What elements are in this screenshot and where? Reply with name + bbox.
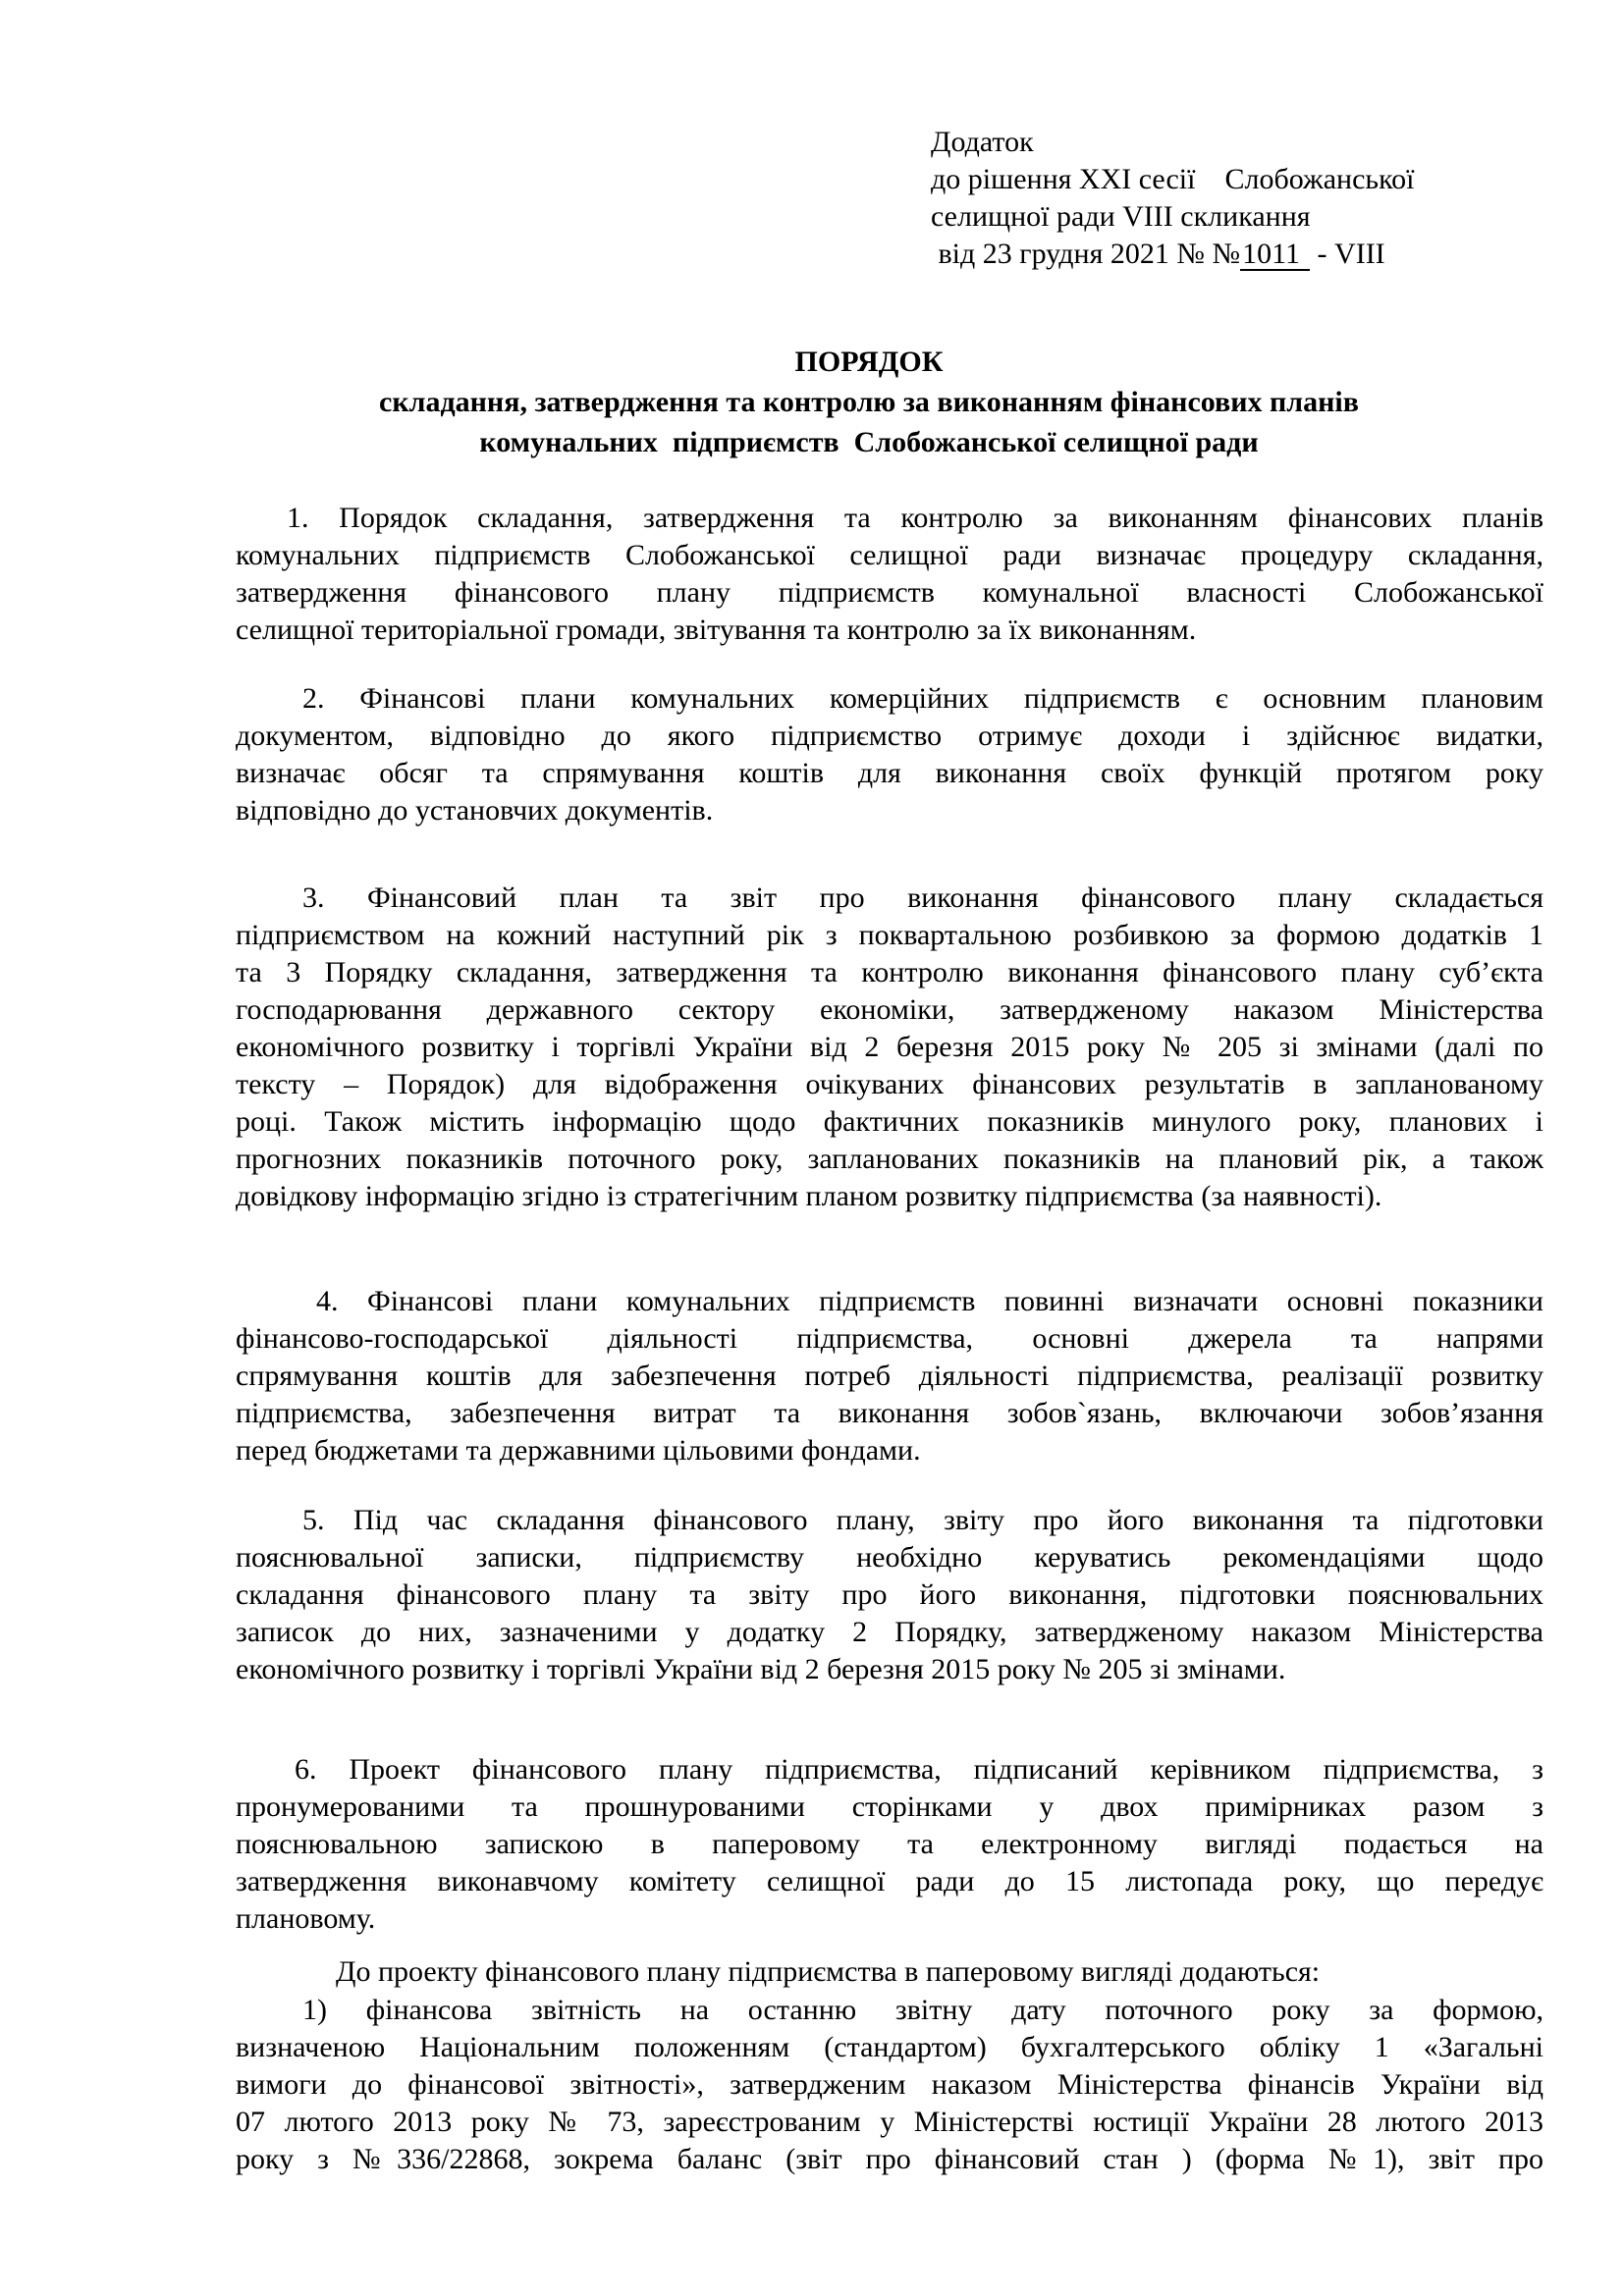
paragraph-line: пронумерованими та прошнурованими сторінками у двох примірниках разом з bbox=[236, 1790, 1543, 1823]
document-subtitle-line-2: комунальних підприємств Слобожанської селищної ради bbox=[479, 426, 1259, 458]
paragraph-line: пояснювальною запискою в паперовому та електронному вигляді подається на bbox=[236, 1828, 1543, 1860]
paragraph-line: документом, відповідно до якого підприємство отримує доходи і здійснює видатки, bbox=[236, 720, 1543, 752]
paragraph-line: економічного розвитку і торгівлі України від 2 березня 2015 року № 205 зі змінами. bbox=[236, 1653, 1286, 1685]
paragraph-line: довідкову інформацію згідно із стратегічним планом розвитку підприємства (за наявності). bbox=[236, 1180, 1382, 1212]
council-convocation-line: селищної ради VIII скликання bbox=[931, 200, 1311, 233]
paragraph-line: господарювання державного сектору економіки, затвердженому наказом Міністерства bbox=[236, 993, 1543, 1026]
paragraph-2 bbox=[236, 680, 1543, 829]
document-title-block bbox=[196, 342, 1542, 462]
paragraph-6 bbox=[236, 1751, 1543, 1938]
paragraph-line: 2. Фінансові плани комунальних комерційних підприємств є основним плановим bbox=[302, 682, 1543, 715]
annex-label: Додаток bbox=[931, 126, 1034, 158]
paragraph-line: підприємства, забезпечення витрат та виконання зобов`язань, включаючи зобов’язання bbox=[236, 1397, 1543, 1429]
decision-session-line: до рішення XXI сесії Слобожанської bbox=[931, 163, 1415, 195]
document-title: ПОРЯДОК bbox=[794, 346, 944, 378]
paragraph-line: записок до них, зазначеними у додатку 2 Порядку, затвердженому наказом Міністерства bbox=[236, 1616, 1543, 1648]
paragraph-line: році. Також містить інформацію щодо фактичних показників минулого року, планових і bbox=[236, 1105, 1543, 1138]
paragraph-line: спрямування коштів для забезпечення потреб діяльності підприємства, реалізації розвитку bbox=[236, 1360, 1543, 1392]
attachment-item-1 bbox=[236, 1992, 1543, 2178]
paragraph-line: 5. Під час складання фінансового плану, звіту про його виконання та підготовки bbox=[302, 1504, 1543, 1536]
paragraph-line: затвердження фінансового плану підприємств комунальної власності Слобожанської bbox=[236, 576, 1543, 609]
paragraph-line: підприємством на кожний наступний рік з поквартальною розбивкою за формою додатків 1 bbox=[236, 919, 1543, 951]
paragraph-line: затвердження виконавчому комітету селищної ради до 15 листопада року, що передує bbox=[236, 1865, 1543, 1897]
paragraph-line: 1) фінансова звітність на останню звітну дату поточного року за формою, bbox=[302, 1994, 1543, 2026]
paragraph-line: пояснювальної записки, підприємству необхідно керуватись рекомендаціями щодо bbox=[236, 1541, 1543, 1574]
document-subtitle-line-1: складання, затвердження та контролю за виконанням фінансових планів bbox=[379, 386, 1359, 418]
decision-date-suffix: - VIII bbox=[1310, 238, 1385, 270]
paragraph-line: 1. Порядок складання, затвердження та контролю за виконанням фінансових планів bbox=[287, 502, 1543, 534]
paragraph-line: комунальних підприємств Слобожанської селищної ради визначає процедуру складання, bbox=[236, 539, 1543, 571]
paragraph-line: 6. Проект фінансового плану підприємства, підписаний керівником підприємства, з bbox=[295, 1753, 1543, 1786]
paragraph-line: вимоги до фінансової звітності», затвердженим наказом Міністерства фінансів України від bbox=[236, 2068, 1543, 2101]
paragraph-3 bbox=[236, 880, 1543, 1215]
paragraph-line: 3. Фінансовий план та звіт про виконання фінансового плану складається bbox=[302, 881, 1543, 914]
paragraph-line: економічного розвитку і торгівлі України від 2 березня 2015 року № 205 зі змінами (далі по bbox=[236, 1031, 1543, 1063]
decision-date-prefix: від 23 грудня 2021 № № bbox=[931, 238, 1241, 270]
paragraph-line: 4. Фінансові плани комунальних підприємств повинні визначати основні показники bbox=[316, 1285, 1543, 1317]
paragraph-line: плановому. bbox=[236, 1902, 376, 1935]
paragraph-line: та 3 Порядку складання, затвердження та контролю виконання фінансового плану суб’єкта bbox=[236, 956, 1543, 988]
paragraph-line: перед бюджетами та державними цільовими фондами. bbox=[236, 1434, 921, 1467]
paragraph-line: відповідно до установчих документів. bbox=[236, 794, 714, 827]
paragraph-line: тексту – Порядок) для відображення очікуваних фінансових результатів в запланованому bbox=[236, 1068, 1543, 1100]
decision-number: 1011 bbox=[1240, 240, 1310, 271]
paragraph-5 bbox=[236, 1502, 1543, 1688]
paragraph-line: визначає обсяг та спрямування коштів для виконання своїх функцій протягом року bbox=[236, 757, 1543, 789]
paragraph-line: визначеною Національним положенням (стандартом) бухгалтерського обліку 1 «Загальні bbox=[236, 2031, 1543, 2063]
annex-header bbox=[931, 124, 1559, 273]
paragraph-line: 07 лютого 2013 року № 73, зареєстрованим у Міністерстві юстиції України 28 лютого 2013 bbox=[236, 2106, 1543, 2138]
paragraph-line: року з №336/22868, зокрема баланс (звіт про фінансовий стан ) (форма №1), звіт про bbox=[236, 2143, 1543, 2175]
paragraph-4 bbox=[236, 1283, 1543, 1469]
decision-date-line bbox=[931, 236, 1559, 273]
paragraph-line: фінансово-господарської діяльності підприємства, основні джерела та напрями bbox=[236, 1322, 1543, 1355]
attachments-intro bbox=[236, 1953, 1543, 1991]
paragraph-line: селищної територіальної громади, звітування та контролю за їх виконанням. bbox=[236, 614, 1197, 646]
paragraph-line: складання фінансового плану та звіту про його виконання, підготовки пояснювальних bbox=[236, 1578, 1543, 1611]
paragraph-line: прогнозних показників поточного року, запланованих показників на плановий рік, а також bbox=[236, 1143, 1543, 1175]
paragraph-line: До проекту фінансового плану підприємства в паперовому вигляді додаються: bbox=[336, 1955, 1321, 1988]
paragraph-1 bbox=[236, 500, 1543, 649]
